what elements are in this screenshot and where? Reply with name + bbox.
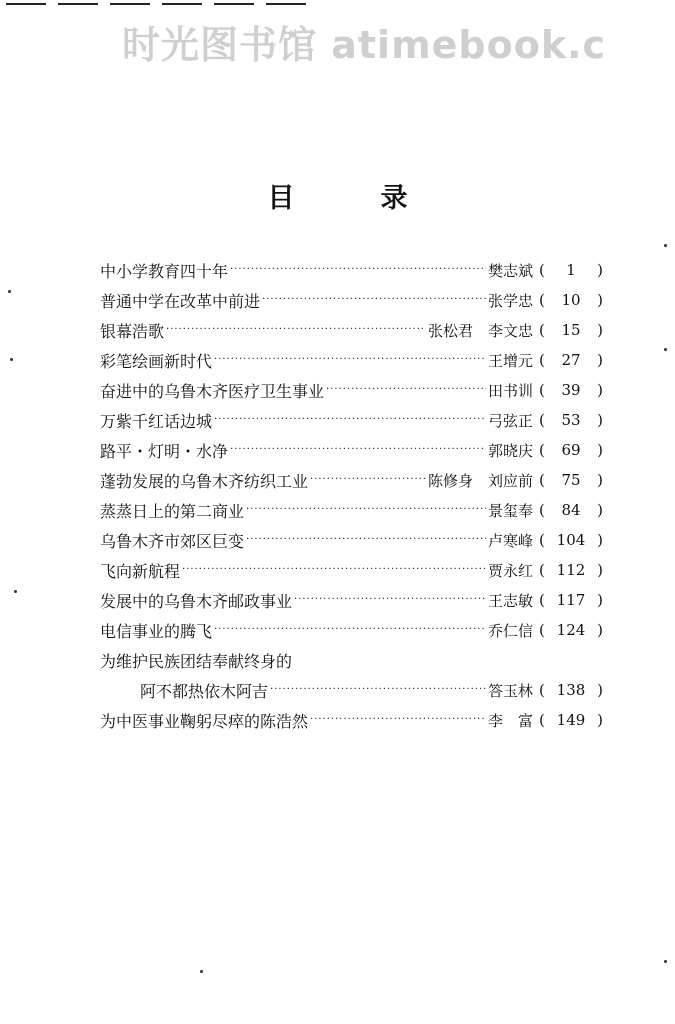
page-number: 104 — [556, 531, 586, 549]
toc-entry — [100, 525, 603, 555]
dot-leader — [214, 622, 486, 638]
entry-page: ( 138 ) — [539, 681, 603, 699]
page-number: 10 — [561, 291, 581, 309]
scan-speck — [664, 960, 667, 963]
entry-page: ( 84 ) — [539, 501, 603, 519]
page-number: 15 — [561, 321, 581, 339]
dot-leader — [262, 292, 486, 308]
dot-leader — [310, 472, 426, 488]
entry-title: 蒸蒸日上的第二商业 — [100, 501, 245, 521]
entry-page: ( 10 ) — [539, 291, 603, 309]
entry-page: ( 69 ) — [539, 441, 603, 459]
entry-author: 贾永红 — [487, 561, 533, 580]
dot-leader — [214, 352, 486, 368]
page-number: 75 — [561, 471, 581, 489]
entry-title: 万紫千红话边城 — [100, 411, 213, 431]
scan-speck — [10, 358, 13, 361]
entry-page: ( 124 ) — [539, 621, 603, 639]
toc-entry — [100, 645, 603, 675]
page-number: 69 — [561, 441, 581, 459]
dot-leader — [230, 442, 486, 458]
dot-leader — [214, 412, 486, 428]
toc-entry — [100, 615, 603, 645]
entry-title: 奋进中的乌鲁木齐医疗卫生事业 — [100, 381, 325, 401]
entry-author: 答玉林 — [487, 681, 533, 700]
toc-entry — [100, 555, 603, 585]
toc-entry — [100, 345, 603, 375]
rule-segment — [266, 3, 306, 5]
entry-author: 田书训 — [487, 381, 533, 400]
dot-leader — [166, 322, 426, 338]
toc-entry — [100, 405, 603, 435]
entry-author: 王增元 — [487, 351, 533, 370]
toc-entry — [100, 705, 603, 735]
toc-list — [100, 255, 603, 735]
page-number: 117 — [556, 591, 586, 609]
entry-author: 卢寒峰 — [487, 531, 533, 550]
entry-author: 王志敏 — [487, 591, 533, 610]
toc-entry — [100, 675, 603, 705]
toc-entry — [100, 465, 603, 495]
entry-title: 发展中的乌鲁木齐邮政事业 — [100, 591, 293, 611]
page-number: 149 — [556, 711, 586, 729]
entry-author: 景玺奉 — [487, 501, 533, 520]
rule-segment — [110, 3, 150, 5]
dot-leader — [182, 562, 486, 578]
entry-title: 银幕浩歌 — [100, 321, 165, 341]
toc-entry — [100, 435, 603, 465]
entry-author: 陈修身 刘应前 — [427, 471, 533, 490]
entry-page: ( 27 ) — [539, 351, 603, 369]
entry-title: 彩笔绘画新时代 — [100, 351, 213, 371]
toc-entry — [100, 255, 603, 285]
dot-leader — [246, 532, 486, 548]
entry-title: 电信事业的腾飞 — [100, 621, 213, 641]
entry-page: ( 15 ) — [539, 321, 603, 339]
dot-leader — [246, 502, 486, 518]
entry-page: ( 53 ) — [539, 411, 603, 429]
dot-leader — [294, 592, 486, 608]
scan-speck — [14, 590, 17, 593]
entry-title: 普通中学在改革中前进 — [100, 291, 261, 311]
entry-page: ( 39 ) — [539, 381, 603, 399]
entry-title: 路平・灯明・水净 — [100, 441, 229, 461]
scan-speck — [200, 970, 203, 973]
entry-page: ( 1 ) — [539, 261, 603, 279]
rule-segment — [162, 3, 202, 5]
entry-author: 张松君 李文忠 — [427, 321, 533, 340]
entry-title: 阿不都热依木阿吉 — [140, 681, 269, 701]
entry-author: 张学忠 — [487, 291, 533, 310]
rule-segment — [58, 3, 98, 5]
entry-page: ( 117 ) — [539, 591, 603, 609]
toc-entry — [100, 585, 603, 615]
toc-entry — [100, 375, 603, 405]
page-number: 138 — [556, 681, 586, 699]
page-number: 112 — [556, 561, 586, 579]
entry-author: 李 富 — [487, 711, 533, 730]
entry-title: 蓬勃发展的乌鲁木齐纺织工业 — [100, 471, 309, 491]
page-number: 84 — [561, 501, 581, 519]
entry-page: ( 104 ) — [539, 531, 603, 549]
page-number: 124 — [556, 621, 586, 639]
entry-page: ( 112 ) — [539, 561, 603, 579]
page-number: 27 — [561, 351, 581, 369]
rule-segment — [214, 3, 254, 5]
dot-leader — [230, 262, 486, 278]
entry-page: ( 149 ) — [539, 711, 603, 729]
page-number: 39 — [561, 381, 581, 399]
toc-entry — [100, 285, 603, 315]
rule-segment — [6, 3, 46, 5]
page-title: 目录 — [267, 183, 494, 214]
entry-author: 弓弦正 — [487, 411, 533, 430]
scan-speck — [664, 348, 667, 351]
top-edge-rule — [0, 3, 346, 9]
page-number: 53 — [561, 411, 581, 429]
entry-author: 郭晓庆 — [487, 441, 533, 460]
entry-title: 为中医事业鞠躬尽瘁的陈浩然 — [100, 711, 309, 731]
entry-title: 飞向新航程 — [100, 561, 181, 581]
entry-page: ( 75 ) — [539, 471, 603, 489]
entry-title: 中小学教育四十年 — [100, 261, 229, 281]
watermark: 时光图书馆 atimebook.c — [122, 23, 607, 67]
scan-speck — [664, 244, 667, 247]
entry-title: 为维护民族团结奉献终身的 — [100, 651, 293, 671]
entry-author: 樊志斌 — [487, 261, 533, 280]
toc-entry — [100, 495, 603, 525]
page-number: 1 — [566, 261, 576, 279]
dot-leader — [270, 682, 486, 698]
entry-author: 乔仁信 — [487, 621, 533, 640]
scan-speck — [8, 290, 11, 293]
dot-leader — [326, 382, 486, 398]
dot-leader — [310, 712, 486, 728]
entry-title: 乌鲁木齐市郊区巨变 — [100, 531, 245, 551]
toc-entry — [100, 315, 603, 345]
